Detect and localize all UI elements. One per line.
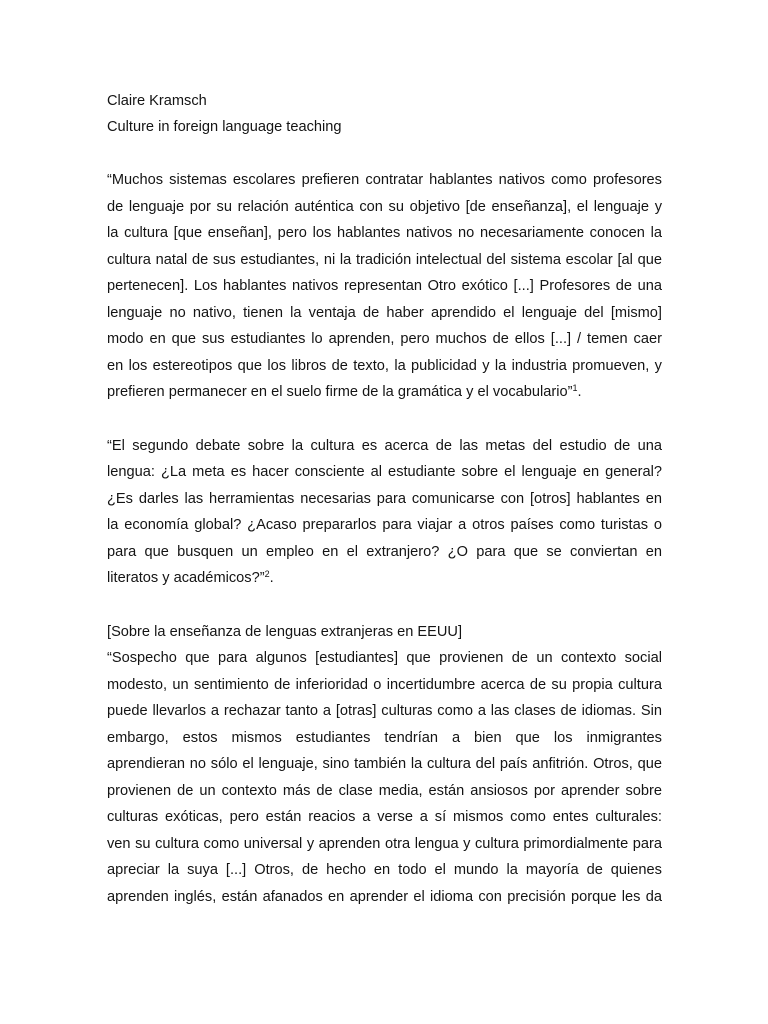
section-heading: [Sobre la enseñanza de lenguas extranjeras en EEUU] xyxy=(107,623,463,640)
footnote-marker: 1 xyxy=(572,383,578,393)
spacer xyxy=(107,592,662,619)
spacer xyxy=(107,140,662,167)
text-line xyxy=(107,565,662,592)
text-line: “Muchos sistemas escolares prefieren contratar hablantes nativos como profesores xyxy=(107,172,662,188)
quote-paragraph-3 xyxy=(107,645,662,910)
text-line: culturas exóticas, pero están reacios a verse a sí mismos como entes culturales: xyxy=(107,809,662,825)
quote-paragraph-1 xyxy=(107,167,662,406)
author-name: Claire Kramsch xyxy=(107,93,207,109)
text-line: embargo, estos mismos estudiantes tendrían a bien que los inmigrantes xyxy=(107,729,662,746)
sentence-end: . xyxy=(577,384,582,400)
text-line: apreciar la suya [...] Otros, de hecho en todo el mundo la mayoría de quienes xyxy=(107,862,662,878)
document-title: Culture in foreign language teaching xyxy=(107,119,342,135)
text-line: de lenguaje por su relación auténtica con su objetivo [de enseñanza], el lenguaje y xyxy=(107,198,662,215)
text-line: ¿Es darles las herramientas necesarias para comunicarse con [otros] hablantes en xyxy=(107,490,662,507)
text-line: lenguaje no nativo, tienen la ventaja de haber aprendido el lenguaje del [mismo] xyxy=(107,304,662,321)
text-line: la cultura [que enseñan], pero los hablantes nativos no necesariamente conocen la xyxy=(107,225,662,241)
text-line: puede llevarlos a rechazar tanto a [otras] culturas como a las clases de idiomas. Sin xyxy=(107,703,662,719)
text-line: modo en que sus estudiantes lo aprenden, pero muchos de ellos [...] / temen caer xyxy=(107,331,662,347)
text-line: aprenden inglés, están afanados en aprender el idioma con precisión porque les da xyxy=(107,888,662,905)
text-line: en los estereotipos que los libros de texto, la publicidad y la industria promueven, y xyxy=(107,357,662,374)
text-line: ven su cultura como universal y aprenden otra lengua y cultura primordialmente para xyxy=(107,835,662,852)
text-line-content: prefieren permanecer en el suelo firme de la gramática y el vocabulario” xyxy=(107,384,573,400)
spacer xyxy=(107,406,662,433)
text-line: “El segundo debate sobre la cultura es acerca de las metas del estudio de una xyxy=(107,437,662,454)
text-line: para que busquen un empleo en el extranjero? ¿O para que se conviertan en xyxy=(107,543,662,560)
text-line xyxy=(107,379,662,406)
text-line-content: literatos y académicos?” xyxy=(107,570,265,586)
document-page xyxy=(107,88,662,910)
text-line: aprendieran no sólo el lenguaje, sino también la cultura del país anfitrión. Otros, que xyxy=(107,756,662,772)
text-line: pertenecen]. Los hablantes nativos representan Otro exótico [...] Profesores de una xyxy=(107,278,662,294)
text-line: lengua: ¿La meta es hacer consciente al estudiante sobre el lenguaje en general? xyxy=(107,464,662,480)
footnote-marker: 2 xyxy=(264,569,270,579)
quote-paragraph-2 xyxy=(107,433,662,592)
sentence-end: . xyxy=(269,570,274,586)
text-line: la economía global? ¿Acaso prepararlos para viajar a otros países como turistas o xyxy=(107,517,662,533)
text-line: provienen de un contexto más de clase media, están ansiosos por aprender sobre xyxy=(107,782,662,799)
text-line: modesto, un sentimiento de inferioridad o incertidumbre acerca de su propia cultura xyxy=(107,676,662,693)
text-line: cultura natal de sus estudiantes, ni la tradición intelectual del sistema escolar [al que xyxy=(107,251,662,268)
text-line: “Sospecho que para algunos [estudiantes] que provienen de un contexto social xyxy=(107,650,662,666)
